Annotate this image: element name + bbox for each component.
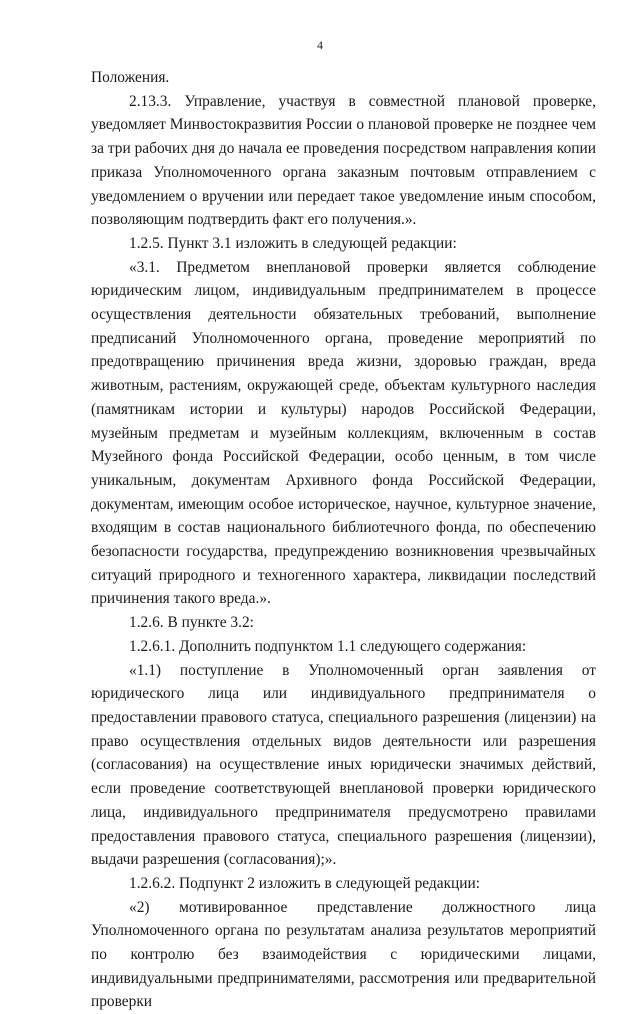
paragraph-1-2-5: 1.2.5. Пункт 3.1 изложить в следующей редакции: <box>129 234 457 252</box>
paragraph-3-1-quote: «3.1. Предметом внеплановой проверки является соблюдение юридическим лицом, индивидуальным предпринимателем в процессе осуществления деятельности обязательных требований, выполнение предписаний Уполномоченного органа, проведение мероприятий по предотвращению причинения вреда жизни, здоровью граждан, вреда животным, растениям, окружающей среде, объектам культурного наследия (памятникам истории и культуры) народов Российской Федерации, музейным предметам и музейным коллекциям, включенным в состав Музейного фонда Российской Федерации, особо ценным, в том числе уникальным, документам Архивного фонда Российской Федерации, документам, имеющим особое историческое, научное, культурное значение, входящим в состав национального библиотечного фонда, по обеспечению безопасности государства, предупреждению возникновения чрезвычайных ситуаций природного и техногенного характера, ликвидации последствий причинения такого вреда.». <box>91 258 596 608</box>
page-number: 4 <box>317 38 323 52</box>
paragraph-1-2-6-1: 1.2.6.1. Дополнить подпунктом 1.1 следующего содержания: <box>129 637 527 655</box>
paragraph-1-1-quote: «1.1) поступление в Уполномоченный орган заявления от юридического лица или индивидуального предпринимателя о предоставлении правового статуса, специального разрешения (лицензии) на право осуществления отдельных видов деятельности или разрешения (согласования) на осуществление иных юридически значимых действий, если проведение соответствующей внеплановой проверки юридического лица, индивидуального предпринимателя предусмотрено правилами предоставления правового статуса, специального разрешения (лицензии), выдачи разрешения (согласования);». <box>91 661 596 869</box>
paragraph-2-13-3: 2.13.3. Управление, участвуя в совместной плановой проверке, уведомляет Минвостокразвития России о плановой проверке не позднее чем за три рабочих дня до начала ее проведения посредством направления копии приказа Уполномоченного органа заказным почтовым отправлением с уведомлением о вручении или передает такое уведомление иным способом, позволяющим подтвердить факт его получения.». <box>91 92 596 229</box>
paragraph-continuation: Положения. <box>91 69 170 86</box>
paragraph-1-2-6-2: 1.2.6.2. Подпункт 2 изложить в следующей редакции: <box>129 874 481 892</box>
paragraph-2-quote: «2) мотивированное представление должностного лица Уполномоченного органа по результатам анализа результатов мероприятий по контролю без взаимодействия с юридическими лицами, индивидуальными предпринимателями, рассмотрения или предварительной проверки <box>91 898 596 1011</box>
document-body <box>91 66 596 1014</box>
paragraph-1-2-6: 1.2.6. В пункте 3.2: <box>129 614 254 632</box>
